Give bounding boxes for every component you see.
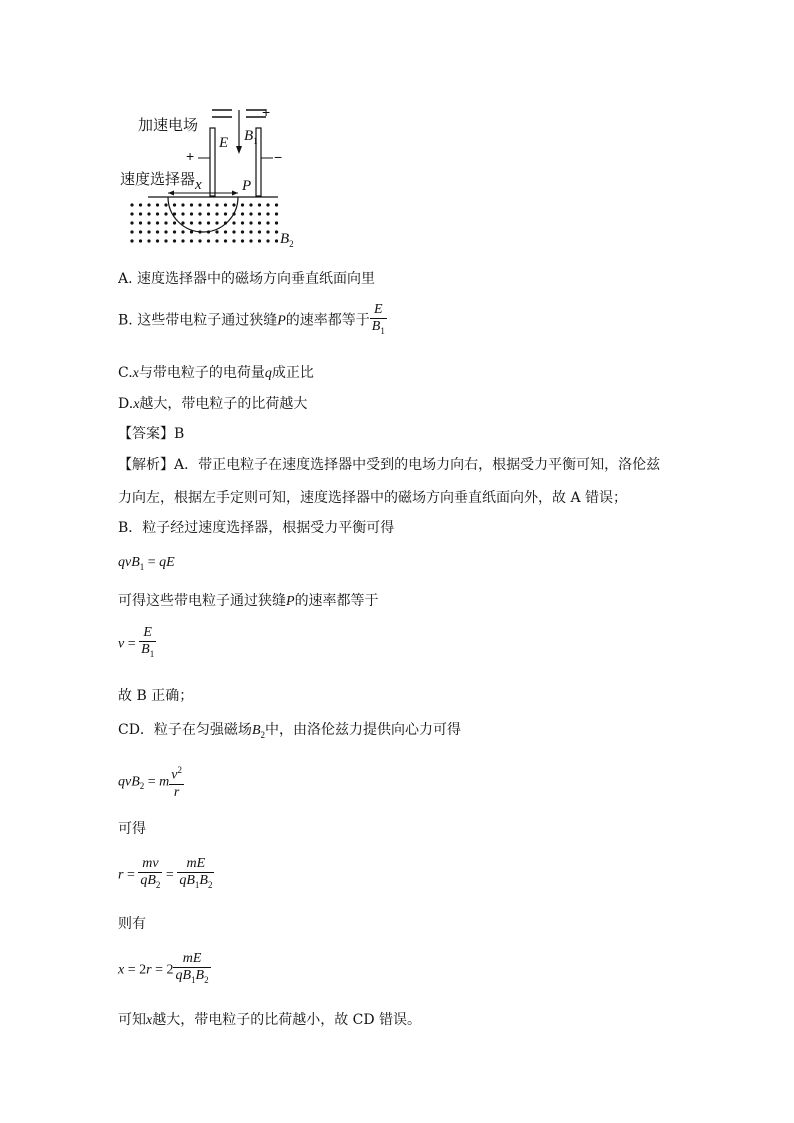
field-dot (190, 212, 193, 215)
field-dot (198, 221, 201, 224)
field-dot (224, 221, 227, 224)
field-dot (156, 203, 159, 206)
field-dot (173, 221, 176, 224)
field-dot (275, 230, 278, 233)
analysis-line-8: 则有 (118, 916, 146, 932)
field-dot (139, 239, 142, 242)
field-dot (173, 203, 176, 206)
equation-v: v = $\frac{E}{B_1}$ (118, 625, 156, 662)
field-dot (258, 239, 261, 242)
field-dot (190, 239, 193, 242)
equation-qvb1-qe: qvB$_1$ = qE (118, 555, 175, 572)
field-dot (164, 203, 167, 206)
field-dot (181, 230, 184, 233)
option-a: A. 速度选择器中的磁场方向垂直纸面向里 (118, 271, 376, 287)
field-dot (198, 203, 201, 206)
accel-field-label: 加速电场 (138, 116, 199, 134)
field-dot (232, 230, 235, 233)
field-dot (190, 221, 193, 224)
option-b: B. 这些带电粒子通过狭缝P的速率都等于 $\frac{E}{B_1}$ (118, 302, 387, 339)
slit-p-label: P (242, 178, 252, 194)
field-dot (275, 239, 278, 242)
field-dot (275, 203, 278, 206)
field-dot (232, 221, 235, 224)
field-dot (147, 221, 150, 224)
field-dot (275, 221, 278, 224)
field-dot (130, 239, 133, 242)
field-dot (164, 221, 167, 224)
analysis-line-7: 可得 (118, 821, 146, 837)
x-arrow-left (168, 191, 174, 196)
field-dot (224, 239, 227, 242)
field-dot (215, 239, 218, 242)
field-dot (215, 230, 218, 233)
field-dot (215, 212, 218, 215)
field-dot (266, 221, 269, 224)
field-dot (156, 230, 159, 233)
field-dot (207, 239, 210, 242)
field-dot (190, 230, 193, 233)
field-dot (139, 203, 142, 206)
field-dot (258, 230, 261, 233)
semicircle-trajectory (168, 197, 238, 232)
field-dot (156, 212, 159, 215)
field-dot (147, 203, 150, 206)
option-c: C.x与带电粒子的电荷量q成正比 (118, 365, 314, 381)
field-dot (139, 230, 142, 233)
field-dot (190, 203, 193, 206)
field-dot (173, 212, 176, 215)
analysis-line-9: 可知x越大，带电粒子的比荷越小，故 CD 错误。 (118, 1012, 422, 1028)
field-dot (198, 230, 201, 233)
field-dot (147, 212, 150, 215)
accel-plus-sign: + (262, 104, 271, 120)
selector-plate-left (210, 128, 215, 196)
field-dot (232, 239, 235, 242)
field-dot (130, 230, 133, 233)
field-dot (258, 212, 261, 215)
field-dot (164, 230, 167, 233)
field-dot (207, 203, 210, 206)
field-dot (156, 239, 159, 242)
field-dot (147, 239, 150, 242)
field-dot (232, 212, 235, 215)
field-dot (266, 230, 269, 233)
selector-minus-sign: − (274, 149, 283, 165)
x-arrow-right (232, 191, 238, 196)
equation-r: r = $\frac{mv}{qB_2}$ = $\frac{mE}{qB_1B_2}$ (118, 856, 214, 893)
field-dot (130, 221, 133, 224)
field-dot (156, 221, 159, 224)
field-dot (224, 203, 227, 206)
field-dot (224, 230, 227, 233)
field-dot (207, 230, 210, 233)
equation-x: x = 2r = 2 $\frac{mE}{qB_1B_2}$ (118, 951, 211, 988)
field-dot (249, 239, 252, 242)
field-dot (249, 230, 252, 233)
field-dot (266, 212, 269, 215)
field-dot (249, 203, 252, 206)
field-dot (181, 203, 184, 206)
b1-label: $B_1$ (244, 128, 258, 146)
b2-field-dots (130, 203, 278, 242)
option-d: D.x越大，带电粒子的比荷越大 (118, 396, 308, 412)
particle-arrow (236, 146, 242, 154)
field-dot (275, 212, 278, 215)
analysis-line-4: 可得这些带电粒子通过狭缝P的速率都等于 (118, 593, 379, 609)
selector-plus-sign: + (186, 148, 195, 164)
field-dot (258, 203, 261, 206)
field-dot (215, 221, 218, 224)
field-dot (241, 239, 244, 242)
field-dot (249, 212, 252, 215)
field-dot (241, 212, 244, 215)
x-label: x (195, 177, 202, 193)
field-dot (164, 212, 167, 215)
diagram-figure (110, 100, 320, 255)
analysis-line-1: 【解析】A．带正电粒子在速度选择器中受到的电场力向右，根据受力平衡可知，洛伦兹 (118, 457, 661, 473)
field-dot (241, 230, 244, 233)
field-dot (258, 221, 261, 224)
field-dot (139, 212, 142, 215)
field-dot (198, 239, 201, 242)
field-dot (181, 221, 184, 224)
b2-label: $B_2$ (280, 231, 294, 249)
field-dot (207, 221, 210, 224)
field-dot (241, 221, 244, 224)
equation-qvb2: qvB$_2$ = m $\frac{v^2}{r}$ (118, 765, 183, 800)
field-dot (232, 203, 235, 206)
analysis-line-5: 故 B 正确； (118, 688, 194, 704)
field-dot (173, 239, 176, 242)
field-dot (130, 212, 133, 215)
field-dot (173, 230, 176, 233)
field-dot (181, 239, 184, 242)
field-dot (249, 221, 252, 224)
analysis-line-3: B．粒子经过速度选择器，根据受力平衡可得 (118, 520, 395, 536)
answer-line: 【答案】B (118, 426, 185, 442)
velocity-selector-label: 速度选择器 (120, 170, 196, 188)
field-dot (266, 239, 269, 242)
e-field-label: E (219, 135, 229, 151)
field-dot (130, 203, 133, 206)
field-dot (266, 203, 269, 206)
field-dot (139, 221, 142, 224)
field-dot (164, 239, 167, 242)
field-dot (181, 212, 184, 215)
field-dot (241, 203, 244, 206)
option-b-fraction: $\frac{E}{B_1}$ (370, 302, 387, 339)
field-dot (224, 212, 227, 215)
analysis-line-6: CD．粒子在匀强磁场$B_2$中，由洛伦兹力提供向心力可得 (118, 722, 461, 740)
field-dot (207, 212, 210, 215)
field-dot (198, 212, 201, 215)
analysis-line-2: 力向左，根据左手定则可知，速度选择器中的磁场方向垂直纸面向外，故 A 错误； (118, 490, 628, 506)
field-dot (215, 203, 218, 206)
field-dot (147, 230, 150, 233)
